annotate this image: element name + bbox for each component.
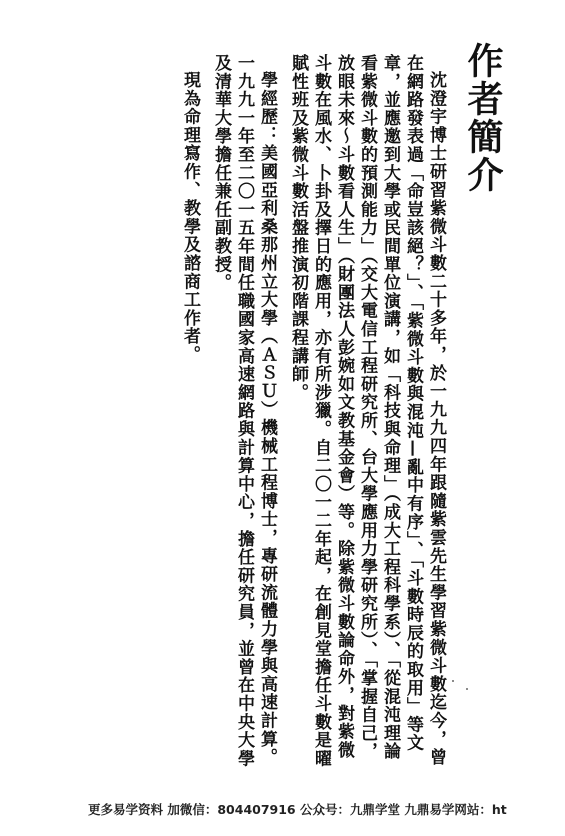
scan-speck	[466, 688, 468, 690]
bio-paragraph-current: 現為命理寫作、教學及諮商工作者。	[180, 71, 200, 364]
author-bio	[170, 54, 447, 774]
scan-speck	[452, 680, 454, 682]
bio-paragraph-education: 學經歷：美國亞利桑那州立大學（ＡＳＵ）機械工程博士，專研流體力學與高速計算。一九九一年至二〇一五年間任職國家高速網路與計算中心，擔任研究員，並曾在中央大學及清華大學擔任兼任副教授。	[211, 54, 277, 768]
footer-watermark: 更多易学资料 加微信：804407916 公众号：九鼎学堂 九鼎易学网站：ht	[88, 802, 507, 817]
bio-paragraph-intro: 沈澄宇博士研習紫微斗數二十多年，於一九九四年跟隨紫雲先生學習紫微斗數迄今，曾在網路發表過「命豈該絕？」、「紫微斗數與混沌—亂中有序」、「斗數時辰的取用」等文章，並應邀到大學或民間單位演講，如「科技與命理」（成大工程科學系）、「從混沌理論看紫微斗數的預測能力」（交大電信工程研究所、台大學應用力學研究所）、「掌握自己，放眼未來～斗數看人生」（財團法人彭婉如文教基金會）等。除紫微斗數論命外，對紫微斗數在風水、卜卦及擇日的應用，亦有所涉獵。自二〇一二年起，在創見堂擔任斗數是曜賦性班及紫微斗數活盤推演初階課程講師。	[288, 54, 446, 768]
page-title: 作者簡介	[462, 42, 503, 194]
